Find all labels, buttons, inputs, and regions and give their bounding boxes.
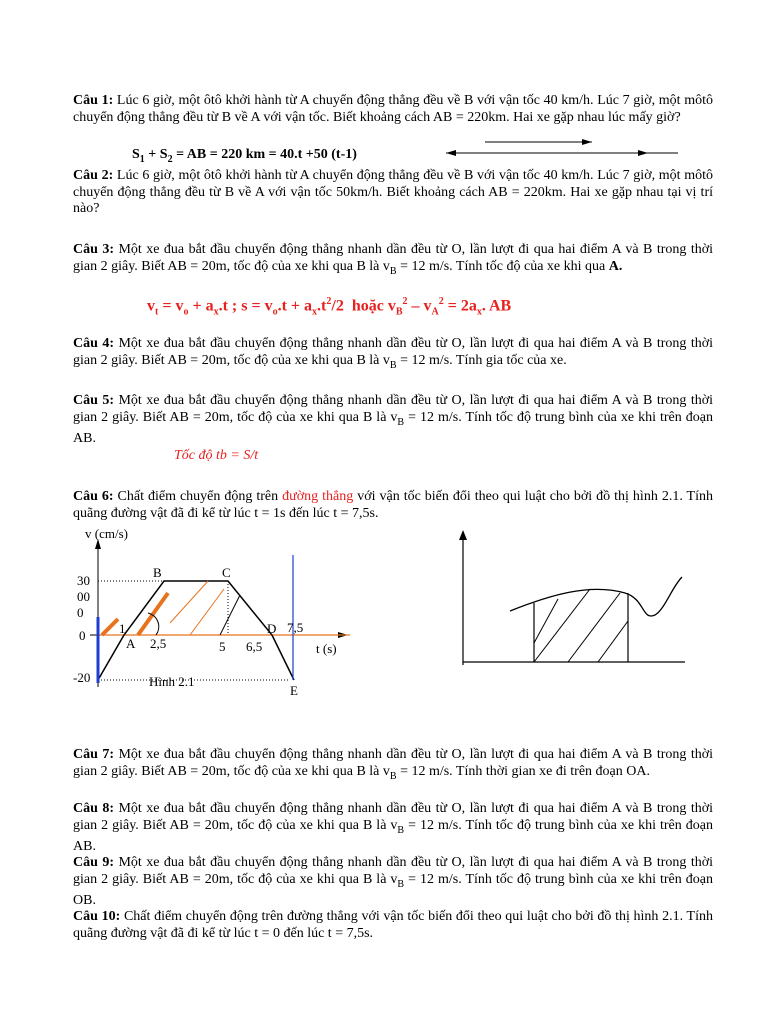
x-axis-label: t (s) — [316, 641, 337, 656]
y-tick: 00 — [77, 589, 90, 604]
area-under-curve-sketch — [450, 525, 690, 670]
subscript: B — [389, 265, 397, 277]
figure-caption: Hình 2.1 — [149, 674, 195, 689]
question-text: Chất điểm chuyển động trên đường thẳng với vận tốc biến đổi theo qui luật cho bởi đồ thị hình 2.1. Tính quãng đường vật đã đi kể từ lúc t = 0 đến lúc t = 7,5s. — [73, 909, 713, 941]
velocity-curve — [98, 581, 294, 680]
question-text-2: = 12 m/s. Tính tốc độ trung bình của xe khi trên đoạn AB. — [73, 409, 713, 446]
formula-kinematics: $v_t = v_o + a_x.t$ ; $s = v_o.t + a_x.t^2/2$ hoặc $v_B^2 - v_A^2 = 2a_x$. AB — [147, 296, 512, 318]
question-1 — [73, 93, 713, 126]
question-9 — [73, 855, 713, 909]
question-text: Một xe đua bắt đầu chuyển động thẳng nhanh dần đều từ O, lần lượt đi qua hai điểm A và B trong thời gian 2 giây. Biết AB = 20m, tốc độ của xe khi qua B là v — [73, 393, 714, 425]
question-text: Một xe đua bắt đầu chuyển động thẳng nhanh dần đều từ O, lần lượt đi qua hai điểm A và B trong thời gian 2 giây. Biết AB = 20m, tốc độ của xe khi qua B là v — [73, 801, 714, 833]
formula-meeting: $S_1 + S_2$ = AB = 220 km = 40.t +50 (t-1) — [132, 147, 357, 165]
question-text-2: = 12 m/s. Tính gia tốc của xe. — [396, 352, 567, 368]
y-tick: 0 — [77, 605, 84, 620]
question-bold-end: A. — [608, 258, 623, 274]
question-label: Câu 1: — [73, 93, 114, 108]
question-10 — [73, 909, 713, 942]
question-label: Câu 9: — [73, 855, 115, 870]
question-4 — [73, 336, 713, 374]
question-text: Một xe đua bắt đầu chuyển động thẳng nhanh dần đều từ O, lần lượt đi qua hai điểm A và B trong thời gian 2 giây. Biết AB = 20m, tốc độ của xe khi qua B là v — [73, 855, 714, 887]
question-highlight: đường thẳng — [282, 489, 354, 504]
subscript: B — [397, 824, 405, 836]
question-label: Câu 7: — [73, 747, 115, 762]
point-label: E — [290, 683, 298, 698]
point-label: D — [267, 621, 277, 636]
question-8 — [73, 801, 713, 855]
question-text: Lúc 6 giờ, một ôtô khởi hành từ A chuyển động thẳng đều về B với vận tốc 40 km/h. Lúc 7 giờ, một môtô chuyển động thẳng đều từ B về A với vận tốc 50km/h. Biết khoảng cách AB = 220km. Hai xe gặp nhau tại vị trí nào? — [73, 168, 713, 216]
question-2 — [73, 168, 713, 218]
question-text-2: với vận tốc biến đổi theo qui luật cho bởi đồ thị hình 2.1. Tính quãng đường vật đã đi kể từ lúc t = 1s đến lúc t = 7,5s. — [73, 489, 713, 521]
question-7 — [73, 747, 713, 785]
question-text: Lúc 6 giờ, một ôtô khởi hành từ A chuyển động thẳng đều về B với vận tốc 40 km/h. Lúc 7 giờ, một môtô chuyển động thẳng đều từ B về A với vận tốc. Biết khoảng cách AB = 220km. Hai xe gặp nhau lúc mấy giờ? — [73, 93, 713, 125]
x-tick: 7,5 — [287, 620, 304, 635]
question-label: Câu 2: — [73, 168, 114, 183]
question-6 — [73, 489, 713, 522]
question-3 — [73, 242, 713, 280]
point-label: C — [222, 565, 231, 580]
question-text: Một xe đua bắt đầu chuyển động thẳng nhanh dần đều từ O, lần lượt đi qua hai điểm A và B trong thời gian 2 giây. Biết AB = 20m, tốc độ của xe khi qua B là v — [73, 336, 714, 368]
question-label: Câu 3: — [73, 242, 115, 257]
question-label: Câu 10: — [73, 909, 121, 924]
question-label: Câu 4: — [73, 336, 115, 351]
question-text: Một xe đua bắt đầu chuyển động thẳng nhanh dần đều từ O, lần lượt đi qua hai điểm A và B trong thời gian 2 giây. Biết AB = 20m, tốc độ của xe khi qua B là v — [73, 747, 714, 779]
subscript: B — [389, 359, 397, 371]
motion-arrows-diagram — [440, 134, 690, 164]
y-tick: -20 — [73, 670, 91, 685]
question-text: Một xe đua bắt đầu chuyển động thẳng nhanh dần đều từ O, lần lượt đi qua hai điểm A và B trong thời gian 2 giây. Biết AB = 20m, tốc độ của xe khi qua B là v — [73, 242, 714, 274]
subscript: B — [397, 878, 405, 890]
question-text-2: = 12 m/s. Tính tốc độ của xe khi qua — [396, 258, 609, 274]
question-text-2: = 12 m/s. Tính tốc độ trung bình của xe khi trên đoạn OB. — [73, 871, 713, 908]
question-label: Câu 5: — [73, 393, 115, 408]
question-text-2: = 12 m/s. Tính thời gian xe đi trên đoạn OA. — [396, 763, 650, 779]
x-tick: 6,5 — [246, 639, 263, 654]
x-tick: 5 — [219, 639, 226, 654]
x-tick: 2,5 — [150, 636, 167, 651]
question-label: Câu 6: — [73, 489, 114, 504]
question-5 — [73, 393, 713, 447]
question-text: Chất điểm chuyển động trên — [117, 489, 283, 504]
point-label: A — [126, 636, 136, 651]
formula-average-speed: Tốc độ tb = S/t — [174, 448, 259, 463]
y-axis-label: v (cm/s) — [85, 526, 128, 541]
area-marker — [138, 593, 168, 635]
subscript: B — [389, 770, 397, 782]
x-tick: 1 — [119, 621, 126, 636]
y-tick: 0 — [79, 628, 86, 643]
y-tick: 30 — [77, 573, 90, 588]
velocity-time-graph — [60, 525, 360, 705]
point-label: B — [153, 565, 162, 580]
question-label: Câu 8: — [73, 801, 115, 816]
question-text-2: = 12 m/s. Tính tốc độ trung bình của xe khi trên đoạn AB. — [73, 817, 713, 854]
subscript: B — [397, 416, 405, 428]
